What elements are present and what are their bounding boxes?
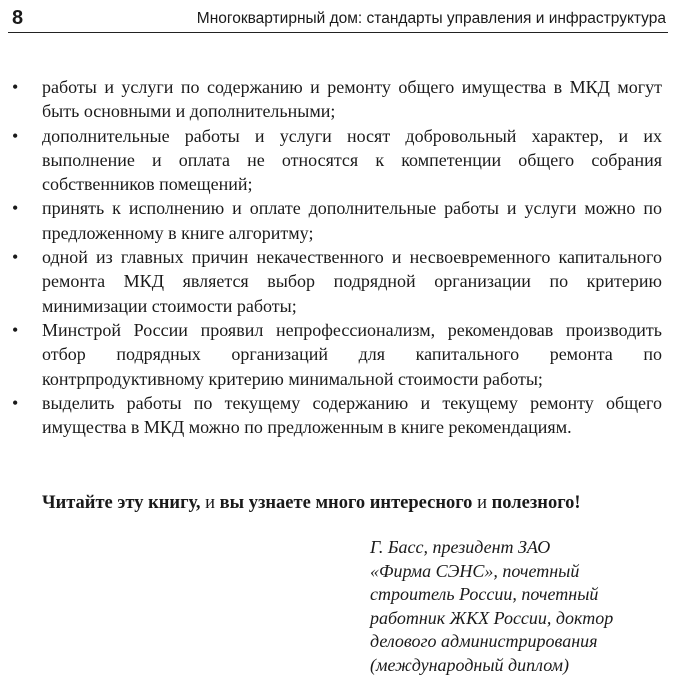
list-item-text: выделить работы по текущему содержанию и текущему ремонту общего имущества в МКД можно по предложенным в книге рекомендациям.: [42, 392, 662, 438]
closing-part-1: Читайте эту книгу,: [42, 493, 201, 513]
list-item: [10, 196, 662, 245]
author-signature: [370, 536, 660, 677]
list-item-text: принять к исполнению и оплате дополнительные работы и услуги можно по предложенному в книге алгоритму;: [42, 198, 662, 243]
list-item: [10, 245, 662, 318]
bullet-list: [10, 75, 662, 439]
bullet-icon: •: [12, 319, 19, 340]
list-item-text: работы и услуги по содержанию и ремонту общего имущества в МКД могут быть основными и дополнительными;: [42, 77, 662, 122]
closing-part-2: и: [200, 493, 220, 513]
closing-call-to-action: [42, 493, 662, 514]
page-header: [8, 6, 668, 33]
running-title: Многоквартирный дом: стандарты управления и инфраструктура: [196, 10, 666, 27]
closing-part-4: и: [472, 493, 492, 513]
list-item: [10, 124, 662, 197]
page-number: 8: [12, 7, 24, 29]
signature-line: (международный диплом): [370, 654, 570, 675]
signature-line: работник ЖКХ России, доктор: [370, 607, 614, 628]
signature-line: «Фирма СЭНС», почетный: [370, 560, 580, 581]
signature-line: строитель России, почетный: [370, 584, 599, 604]
list-item: [10, 318, 662, 391]
closing-part-3: вы узнаете много интересного: [219, 493, 473, 513]
signature-line: Г. Басс, президент ЗАО: [370, 537, 551, 557]
list-item-text: Минстрой России проявил непрофессионализм, рекомендовав производить отбор подрядных организаций для капитального ремонта по контрпродуктивному критерию минимальной стоимости работы;: [42, 319, 662, 389]
bullet-icon: •: [12, 247, 19, 268]
bullet-icon: •: [12, 198, 19, 219]
list-item-text: дополнительные работы и услуги носят добровольный характер, и их выполнение и оплата не относятся к компетенции общего собрания собственников помещений;: [42, 125, 662, 195]
bullet-icon: •: [12, 77, 19, 97]
list-item: [10, 391, 662, 440]
bullet-icon: •: [12, 392, 19, 413]
closing-part-5: полезного!: [491, 493, 581, 513]
list-item-text: одной из главных причин некачественного и несвоевременного капитального ремонта МКД является выбор подрядной организации по критерию минимизации стоимости работы;: [42, 247, 662, 316]
bullet-icon: •: [12, 125, 19, 146]
list-item: [10, 75, 662, 124]
signature-line: делового администрирования: [370, 631, 598, 651]
